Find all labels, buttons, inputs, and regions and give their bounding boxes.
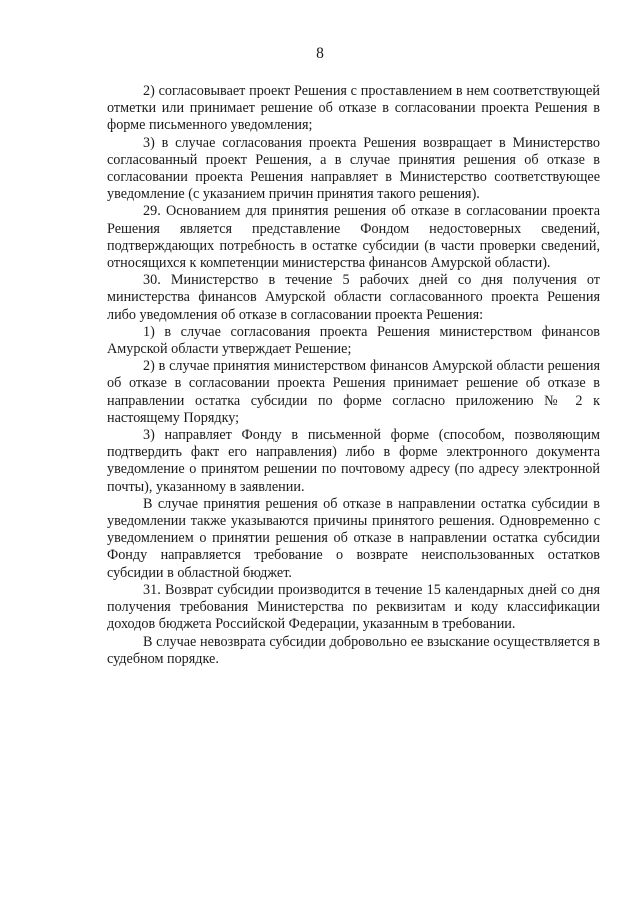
document-body	[107, 83, 600, 668]
paragraph-clause-30: 30. Министерство в течение 5 рабочих дней со дня получения от министерства финансов Амурской области согласованного проекта Решения либо уведомления об отказе в согласовании проекта Решения:	[107, 272, 600, 323]
paragraph-clause-31: 31. Возврат субсидии производится в течение 15 календарных дней со дня получения требования Министерства по реквизитам и коду классификации доходов бюджета Российской Федерации, указанным в требовании.	[107, 581, 600, 633]
paragraph-court-recovery: В случае невозврата субсидии добровольно ее взыскание осуществляется в судебном порядке.	[107, 633, 600, 667]
paragraph-clause-30-item-1: 1) в случае согласования проекта Решения министерством финансов Амурской области утверждает Решение;	[107, 323, 600, 358]
page-number: 8	[316, 45, 324, 62]
paragraph-clause-28-item-3: 3) в случае согласования проекта Решения возвращает в Министерство согласованный проект Решения, а в случае принятия решения об отказе в согласовании проекта Решения направляет в Министерство соответствующее уведомление (с указанием причин принятия такого решения).	[107, 134, 600, 203]
paragraph-clause-30-item-2: 2) в случае принятия министерством финансов Амурской области решения об отказе в согласовании проекта Решения принимает решение об отказе в направлении остатка субсидии по форме согласно приложению № 2 к настоящему Порядку;	[107, 358, 600, 426]
paragraph-clause-28-item-2: 2) согласовывает проект Решения с проставлением в нем соответствующей отметки или принимает решение об отказе в согласовании проекта Решения в форме письменного уведомления;	[107, 83, 600, 134]
paragraph-clause-29: 29. Основанием для принятия решения об отказе в согласовании проекта Решения является представление Фондом недостоверных сведений, подтверждающих потребность в остатке субсидии (в части проверки сведений, относящихся к компетенции министерства финансов Амурской области).	[107, 203, 600, 272]
paragraph-refusal-notice: В случае принятия решения об отказе в направлении остатка субсидии в уведомлении также указываются причины принятого решения. Одновременно с уведомлением о принятии решения об отказе в направлении остатка субсидии Фонду направляется требование о возврате неиспользованных остатков субсидии в областной бюджет.	[107, 495, 600, 581]
paragraph-clause-30-item-3: 3) направляет Фонду в письменной форме (способом, позволяющим подтвердить факт его направления) либо в форме электронного документа уведомление о принятом решении по почтовому адресу (по адресу электронной почты), указанному в заявлении.	[107, 427, 600, 495]
